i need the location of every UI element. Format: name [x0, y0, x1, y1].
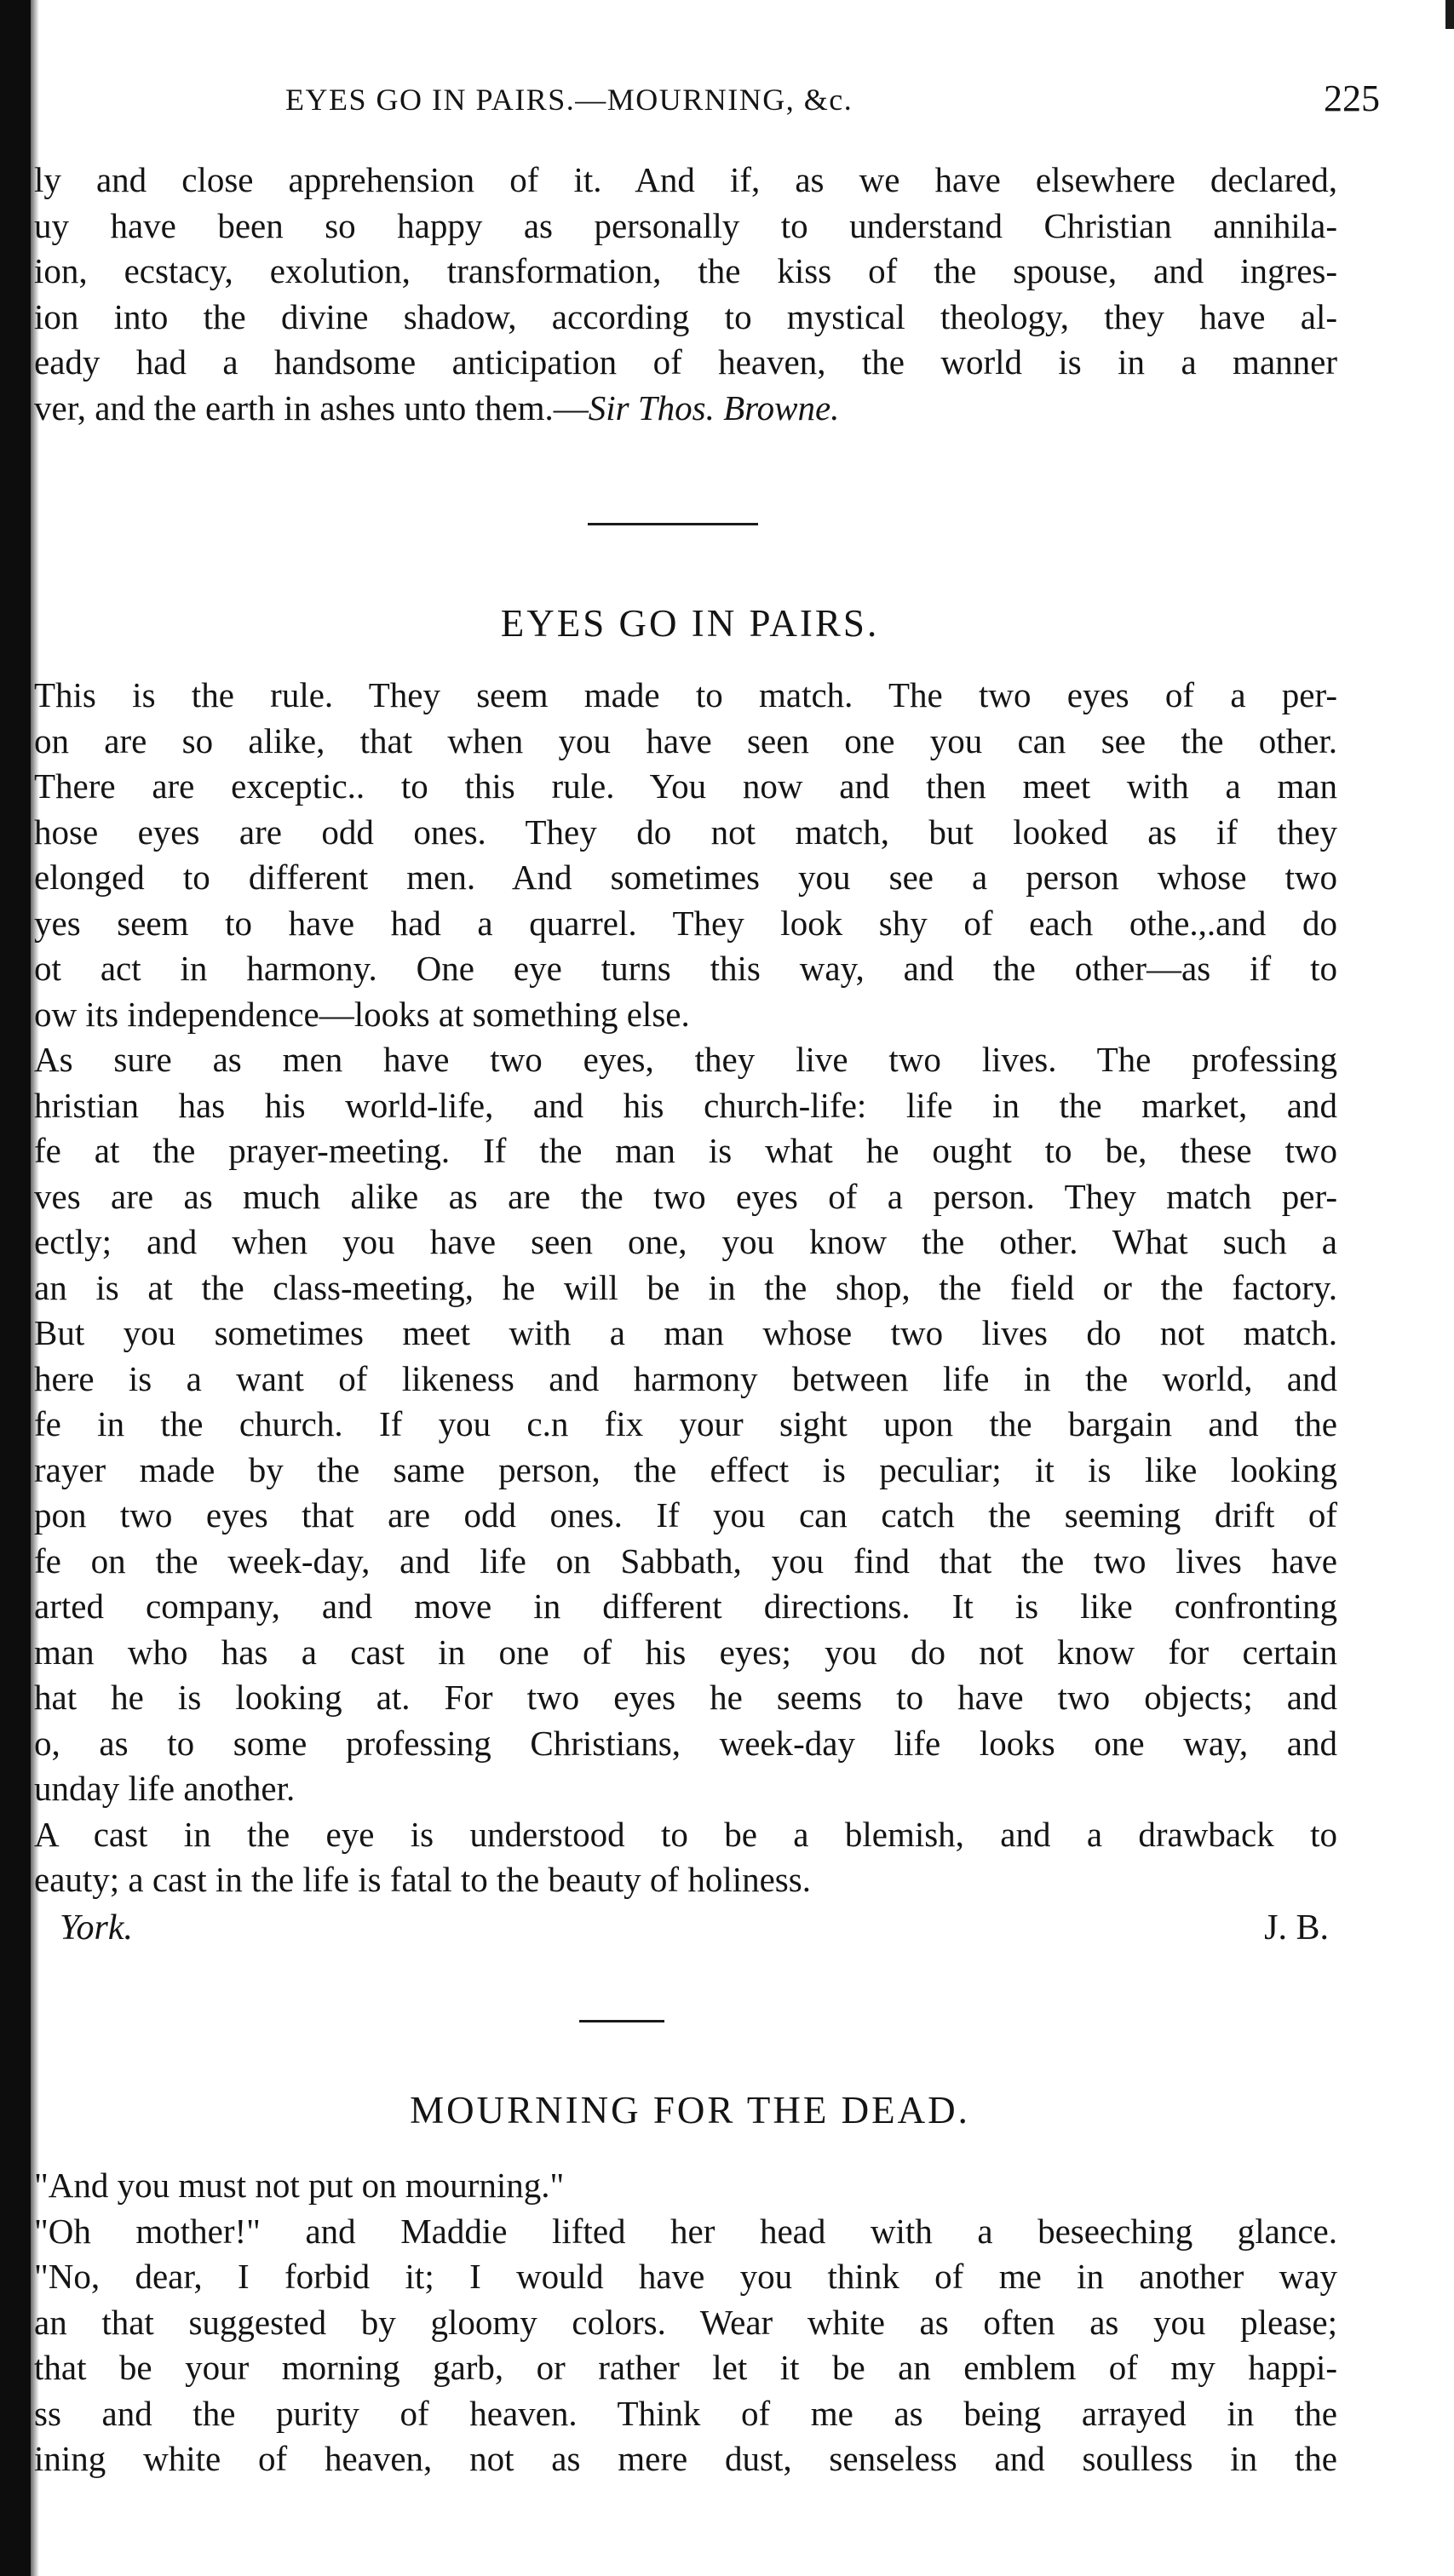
scan-corner-mark: [1445, 0, 1454, 29]
text-line: This is the rule. They seem made to match. The two eyes of a per-: [34, 675, 1337, 714]
book-page: [34, 0, 1380, 2576]
text-line: ves are as much alike as are the two eyes of a person. They match per-: [34, 1176, 1337, 1216]
signature-place: York.: [60, 1908, 133, 1948]
text-line: ion into the divine shadow, according to mystical theology, they have al-: [34, 296, 1337, 336]
text-line: that be your morning garb, or rather let it be an emblem of my happi-: [34, 2348, 1337, 2387]
section-heading: EYES GO IN PAIRS.: [500, 602, 880, 645]
text-line: A cast in the eye is understood to be a blemish, and a drawback to: [34, 1814, 1337, 1854]
text-line: fe at the prayer-meeting. If the man is what he ought to be, these two: [34, 1131, 1337, 1170]
section-divider: [588, 523, 758, 525]
text-line: ion, ecstacy, exolution, transformation, the kiss of the spouse, and ingres-: [34, 251, 1337, 290]
text-line: ver, and the earth in ashes unto them.—: [34, 387, 589, 427]
signature-line: [34, 1908, 1346, 1955]
eyes-article-body: [34, 673, 1337, 1903]
running-head: [34, 75, 1380, 126]
text-line: eauty; a cast in the life is fatal to the beauty of holiness.: [34, 1860, 811, 1899]
text-line: here is a want of likeness and harmony between life in the world, and: [34, 1358, 1337, 1398]
text-line: "No, dear, I forbid it; I would have you think of me in another way: [34, 2257, 1337, 2296]
text-line: eady had a handsome anticipation of heaven, the world is in a manner: [34, 342, 1337, 382]
text-line: fe in the church. If you c.n fix your sight upon the bargain and the: [34, 1404, 1337, 1443]
text-line: "And you must not put on mourning.": [34, 2166, 565, 2205]
text-line: ow its independence—looks at something else.: [34, 994, 690, 1034]
text-line: yes seem to have had a quarrel. They look shy of each othe.,.and do: [34, 903, 1337, 943]
page-number: 225: [1324, 77, 1380, 119]
text-line: hat he is looking at. For two eyes he seems to have two objects; and: [34, 1678, 1337, 1717]
signature-initials: J. B.: [1264, 1908, 1329, 1948]
text-line: But you sometimes meet with a man whose two lives do not match.: [34, 1313, 1337, 1352]
text-line: ss and the purity of heaven. Think of me as being arrayed in the: [34, 2393, 1337, 2433]
text-line-with-attribution: [34, 386, 1337, 432]
text-line: on are so alike, that when you have seen one you can see the other.: [34, 720, 1337, 760]
text-line: unday life another.: [34, 1769, 296, 1808]
text-line: ot act in harmony. One eye turns this way, and the other—as if to: [34, 949, 1337, 988]
text-line: hose eyes are odd ones. They do not match, but looked as if they: [34, 812, 1337, 852]
text-line: o, as to some professing Christians, week-day life looks one way, and: [34, 1723, 1337, 1763]
text-line: arted company, and move in different directions. It is like confronting: [34, 1586, 1337, 1626]
text-line: ly and close apprehension of it. And if, as we have elsewhere declared,: [34, 160, 1337, 199]
text-line: elonged to different men. And sometimes you see a person whose two: [34, 858, 1337, 897]
text-line: uy have been so happy as personally to understand Christian annihila-: [34, 205, 1337, 245]
text-line: There are exceptic.. to this rule. You now and then meet with a man: [34, 766, 1337, 806]
attribution: Sir Thos. Browne.: [588, 387, 840, 427]
text-line: ectly; and when you have seen one, you know the other. What such a: [34, 1222, 1337, 1261]
text-line: rayer made by the same person, the effect is peculiar; it is like looking: [34, 1449, 1337, 1489]
running-title: EYES GO IN PAIRS.—MOURNING, &c.: [285, 83, 853, 117]
text-line: As sure as men have two eyes, they live two lives. The professing: [34, 1040, 1337, 1079]
intro-paragraph: [34, 158, 1337, 431]
section-divider: [579, 2020, 664, 2022]
text-line: "Oh mother!" and Maddie lifted her head with a beseeching glance.: [34, 2211, 1337, 2251]
mourning-article-body: [34, 2163, 1337, 2482]
text-line: ining white of heaven, not as mere dust, senseless and soulless in the: [34, 2439, 1337, 2478]
text-line: an is at the class-meeting, he will be in the shop, the field or the factory.: [34, 1267, 1337, 1307]
text-line: pon two eyes that are odd ones. If you can catch the seeming drift of: [34, 1495, 1337, 1535]
book-binding-edge: [0, 0, 31, 2576]
text-line: fe on the week-day, and life on Sabbath, you find that the two lives have: [34, 1540, 1337, 1581]
text-line: man who has a cast in one of his eyes; you do not know for certain: [34, 1632, 1337, 1672]
section-heading: MOURNING FOR THE DEAD.: [410, 2089, 970, 2131]
text-line: hristian has his world-life, and his church-life: life in the market, and: [34, 1085, 1337, 1125]
text-line: an that suggested by gloomy colors. Wear white as often as you please;: [34, 2302, 1337, 2342]
